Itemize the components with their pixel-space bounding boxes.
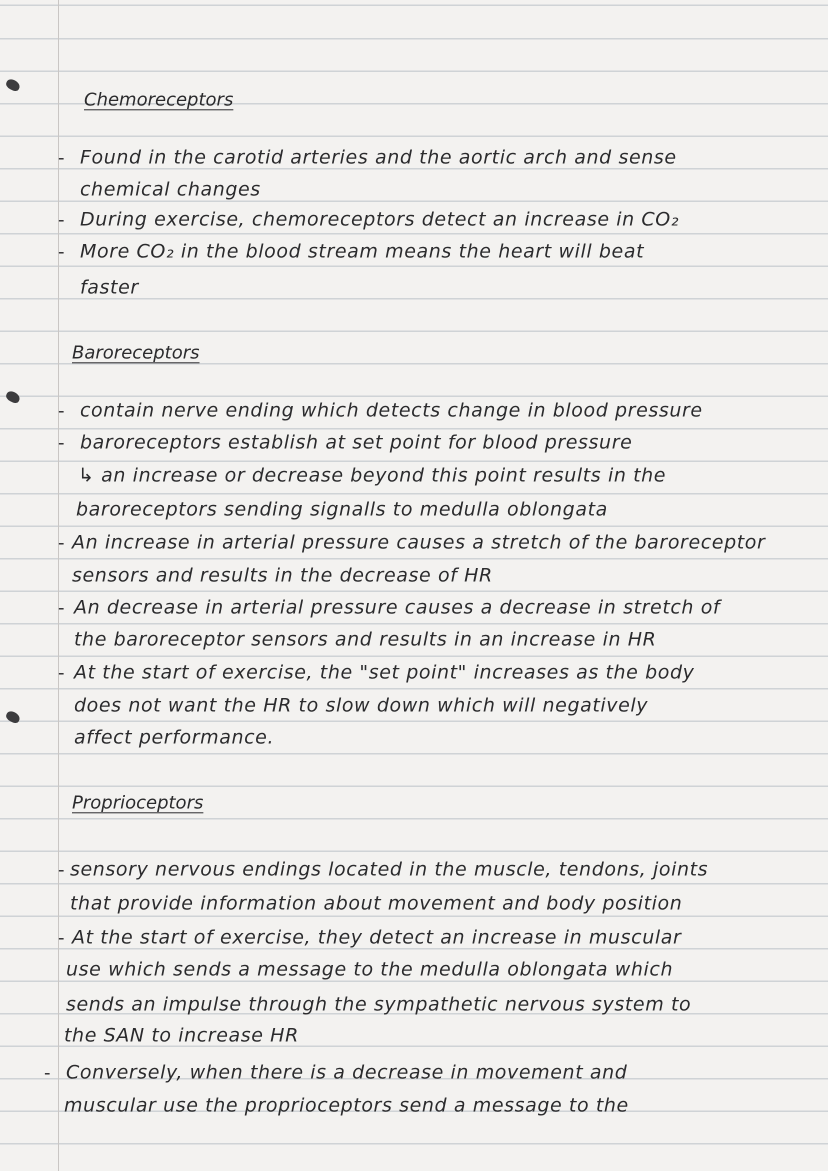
note-line: An increase in arterial pressure causes a stretch of the baroreceptor	[72, 531, 766, 554]
note-line: ↳ an increase or decrease beyond this point results in the	[78, 464, 667, 487]
note-line: baroreceptors sending signalls to medulla oblongata	[76, 498, 608, 521]
note-line: muscular use the proprioceptors send a message to the	[64, 1094, 629, 1117]
bullet: -	[58, 859, 65, 881]
note-line: At the start of exercise, the "set point" increases as the body	[74, 661, 695, 684]
bullet: -	[58, 662, 65, 684]
note-line: the SAN to increase HR	[64, 1024, 299, 1047]
note-line: chemical changes	[80, 178, 261, 201]
note-line: affect performance.	[74, 726, 275, 749]
note-line: that provide information about movement and body position	[70, 892, 683, 915]
note-line: the baroreceptor sensors and results in an increase in HR	[74, 628, 657, 651]
note-line: use which sends a message to the medulla oblongata which	[66, 958, 674, 981]
note-line: Conversely, when there is a decrease in movement and	[66, 1061, 628, 1084]
note-line: contain nerve ending which detects change in blood pressure	[80, 399, 703, 422]
heading-chemoreceptors: Chemoreceptors	[84, 89, 234, 111]
note-line: sensors and results in the decrease of HR	[72, 564, 493, 587]
bullet: -	[58, 532, 65, 554]
bullet: -	[58, 241, 65, 263]
heading-baroreceptors: Baroreceptors	[72, 342, 200, 364]
note-line: During exercise, chemoreceptors detect an increase in CO₂	[80, 208, 680, 231]
note-line: sensory nervous endings located in the muscle, tendons, joints	[70, 858, 709, 881]
bullet: -	[58, 432, 65, 454]
bullet: -	[58, 400, 65, 422]
bullet: -	[58, 147, 65, 169]
note-line: More CO₂ in the blood stream means the heart will beat	[80, 240, 645, 263]
bullet: -	[58, 927, 65, 949]
note-line: faster	[80, 276, 139, 299]
note-line: baroreceptors establish at set point for blood pressure	[80, 431, 633, 454]
note-line: Found in the carotid arteries and the aortic arch and sense	[80, 146, 677, 169]
bullet: -	[44, 1062, 51, 1084]
note-line: An decrease in arterial pressure causes a decrease in stretch of	[74, 596, 721, 619]
bullet: -	[58, 597, 65, 619]
heading-proprioceptors: Proprioceptors	[72, 792, 204, 814]
margin-line	[58, 0, 59, 1171]
note-line: sends an impulse through the sympathetic nervous system to	[66, 993, 692, 1016]
bullet: -	[58, 209, 65, 231]
note-line: does not want the HR to slow down which will negatively	[74, 694, 649, 717]
note-line: At the start of exercise, they detect an increase in muscular	[72, 926, 682, 949]
